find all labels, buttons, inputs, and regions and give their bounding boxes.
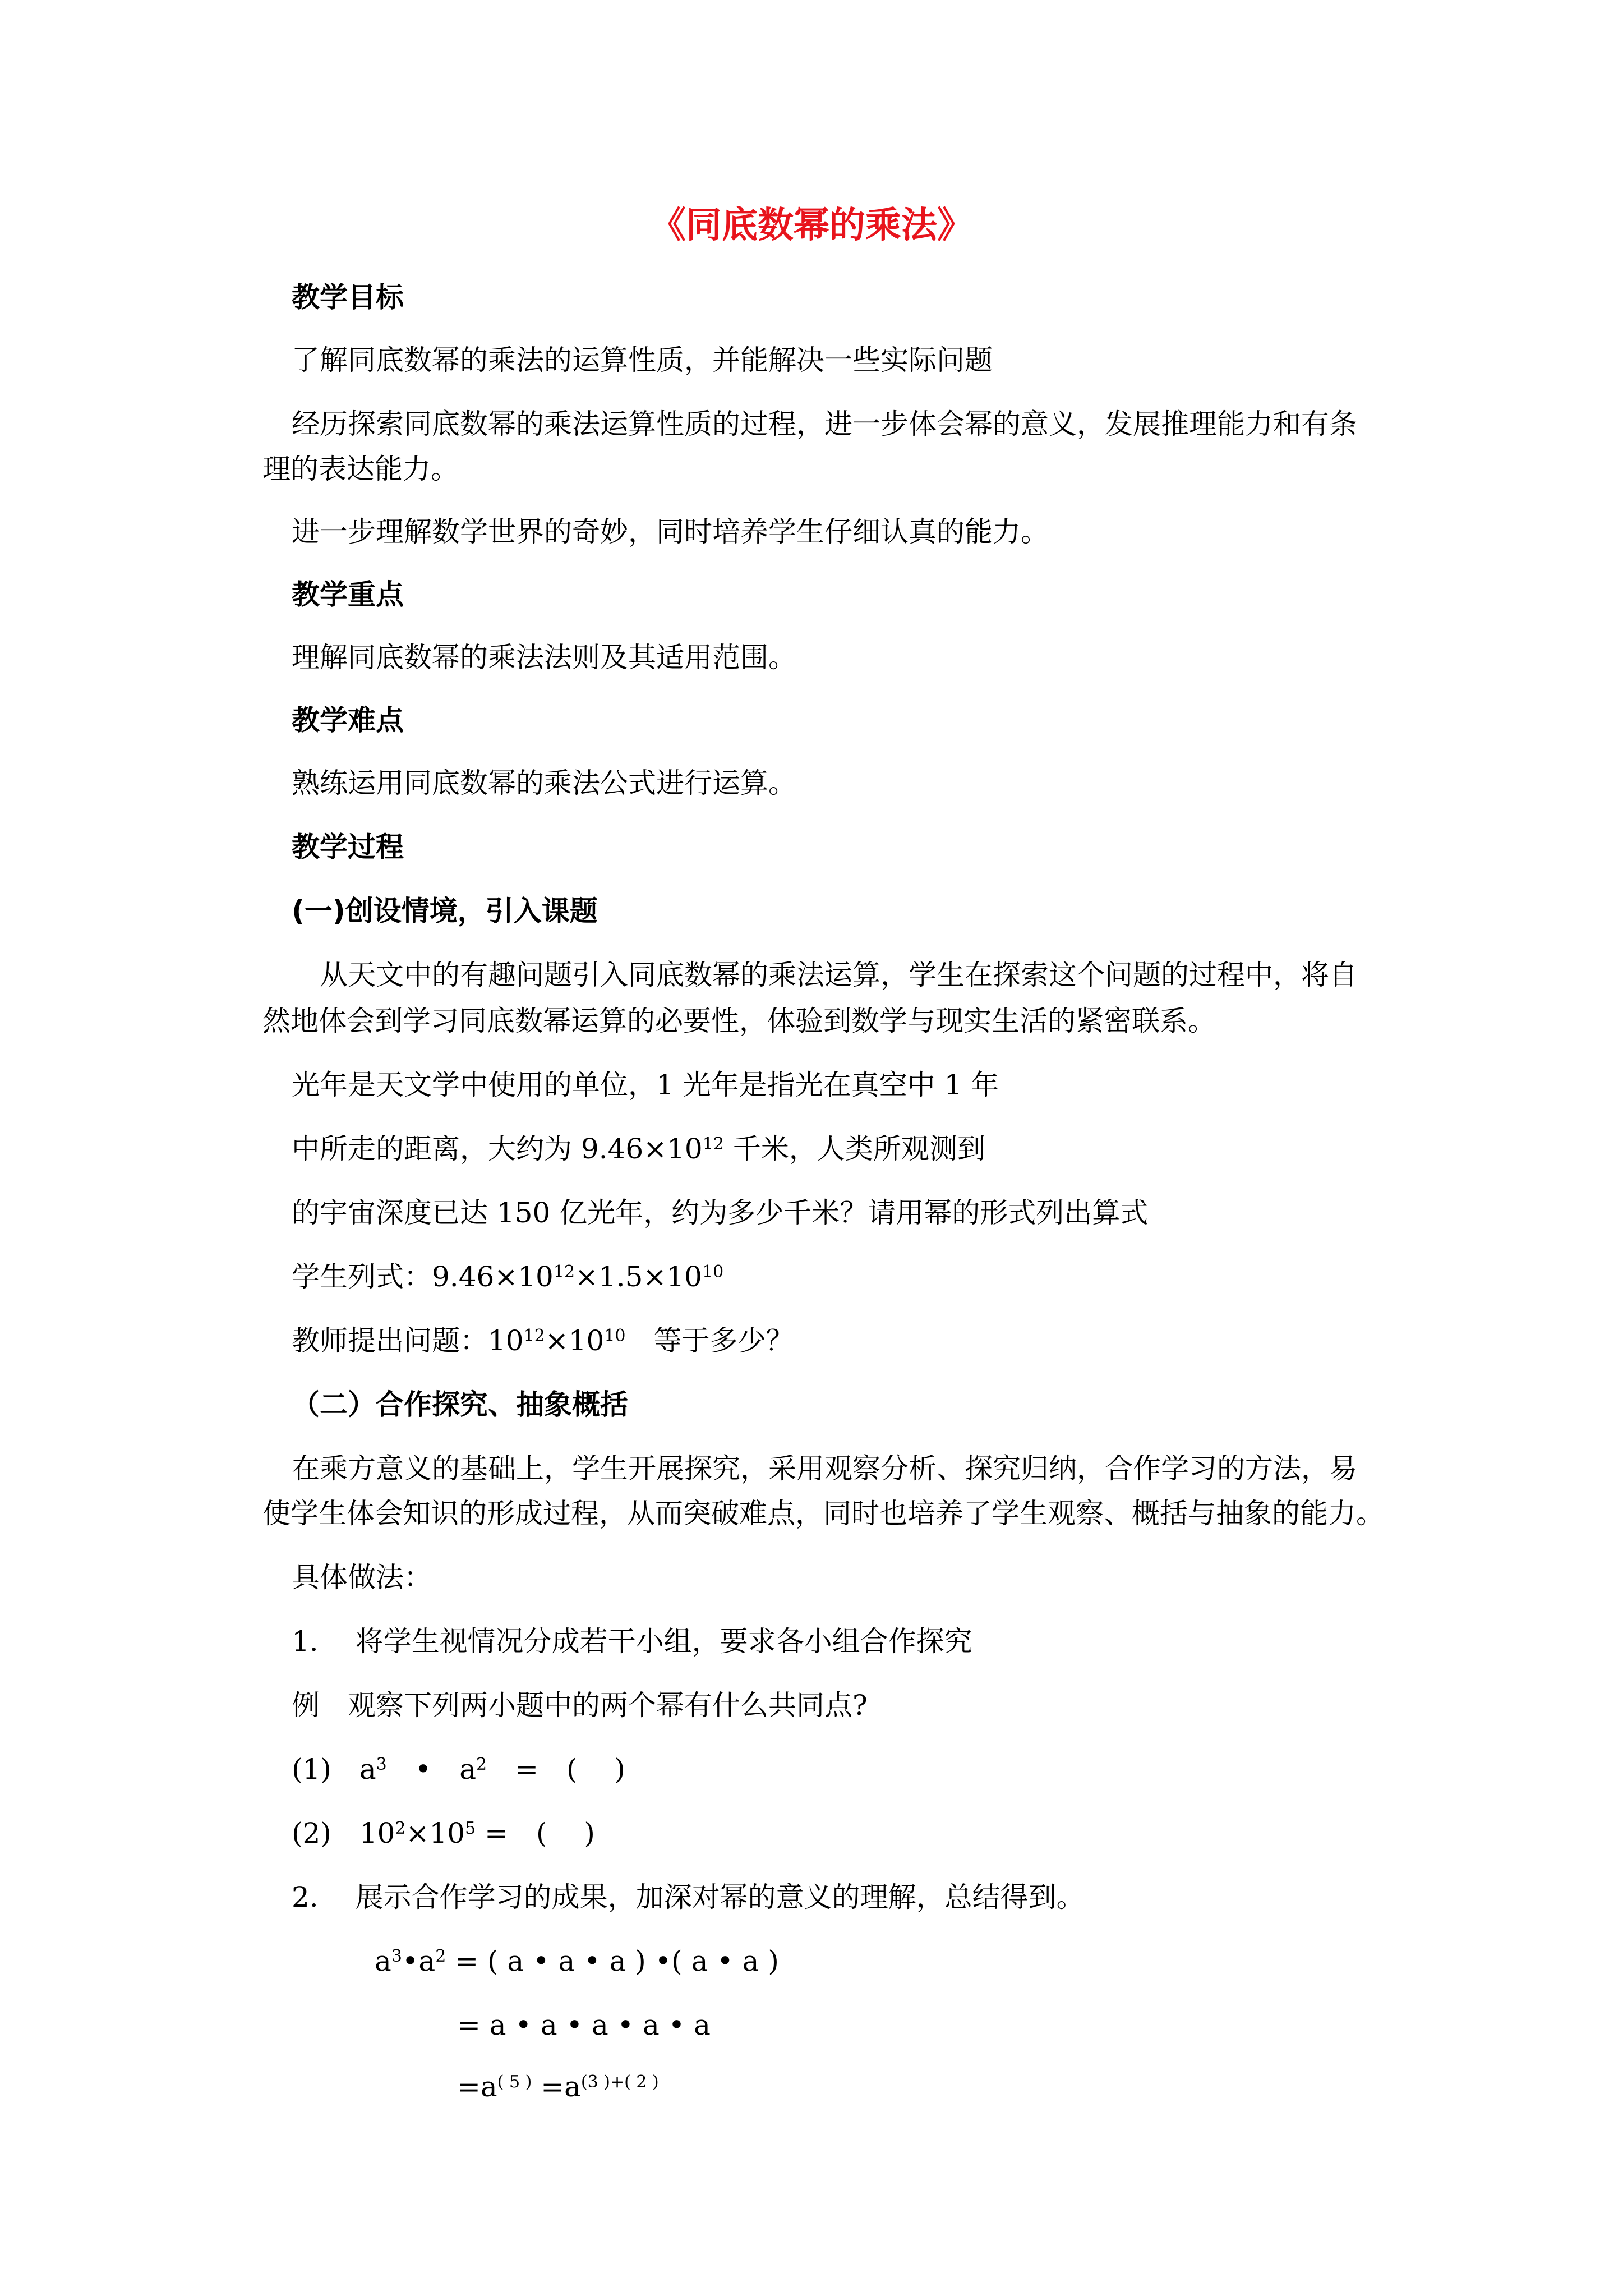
part-2-line-1: 在乘方意义的基础上，学生开展探究，采用观察分析、探究归纳，合作学习的方法，易	[292, 1452, 1357, 1485]
student-expression: 学生列式：$9.46\times 10^{12}\times 1.5\times 10^{10}$	[292, 1260, 724, 1293]
problem-line-1: 光年是天文学中使用的单位，1 光年是指光在真空中 1 年	[292, 1069, 999, 1101]
goal-1: 了解同底数幂的乘法的运算性质，并能解决一些实际问题	[292, 344, 993, 376]
part-1-line-2: 然地体会到学习同底数幂运算的必要性，体验到数学与现实生活的紧密联系。	[262, 1005, 1216, 1037]
example-prompt: 例 观察下列两小题中的两个幂有什么共同点?	[292, 1689, 868, 1722]
process-heading: 教学过程	[292, 831, 404, 863]
problem-line-3: 的宇宙深度已达 150 亿光年，约为多少千米？请用幂的形式列出算式	[292, 1197, 1149, 1229]
part-1-line-1: 从天文中的有趣问题引入同底数幂的乘法运算，学生在探索这个问题的过程中，将自	[320, 959, 1357, 991]
example-1: (1) $a^3$ • $a^2$ = ( )	[292, 1753, 625, 1786]
problem-line-2: 中所走的距离，大约为 $9.46\times 10^{12}$ 千米，人类所观测到	[292, 1133, 985, 1165]
key-text: 理解同底数幂的乘法法则及其适用范围。	[292, 641, 796, 674]
page-title: 《同底数幂的乘法》	[650, 205, 973, 246]
formula-line-2: = a • a • a • a • a	[457, 2009, 711, 2041]
example-2: (2) $10^2\times 10^5$ = ( )	[292, 1817, 595, 1849]
part-2-heading: （二）合作探究、抽象概括	[292, 1388, 628, 1421]
goal-2-line-1: 经历探索同底数幂的乘法运算性质的过程，进一步体会幂的意义，发展推理能力和有条	[292, 408, 1357, 440]
step-2: 2. 展示合作学习的成果，加深对幂的意义的理解，总结得到。	[292, 1881, 1085, 1913]
formula-line-1: $a^3•a^2$ = ( a • a • a ) •( a • a )	[375, 1945, 779, 1977]
goals-heading: 教学目标	[292, 281, 404, 314]
difficulty-heading: 教学难点	[292, 704, 404, 737]
goal-2-line-2: 理的表达能力。	[262, 453, 459, 485]
step-1: 1. 将学生视情况分成若干小组，要求各小组合作探究	[292, 1625, 972, 1658]
method-label: 具体做法：	[292, 1561, 432, 1594]
key-heading: 教学重点	[292, 578, 404, 611]
goal-3: 进一步理解数学世界的奇妙，同时培养学生仔细认真的能力。	[292, 516, 1049, 548]
difficulty-text: 熟练运用同底数幂的乘法公式进行运算。	[292, 767, 796, 799]
teacher-question: 教师提出问题：$10^{12}\times 10^{10}$ 等于多少？	[292, 1324, 794, 1357]
formula-line-3: $=a^{( 5 )} =a^{(3 )+( 2 )}$	[457, 2070, 659, 2103]
part-2-line-2: 使学生体会知识的形成过程，从而突破难点，同时也培养了学生观察、概括与抽象的能力。	[262, 1497, 1384, 1530]
part-1-heading: (一)创设情境，引入课题	[292, 895, 598, 927]
